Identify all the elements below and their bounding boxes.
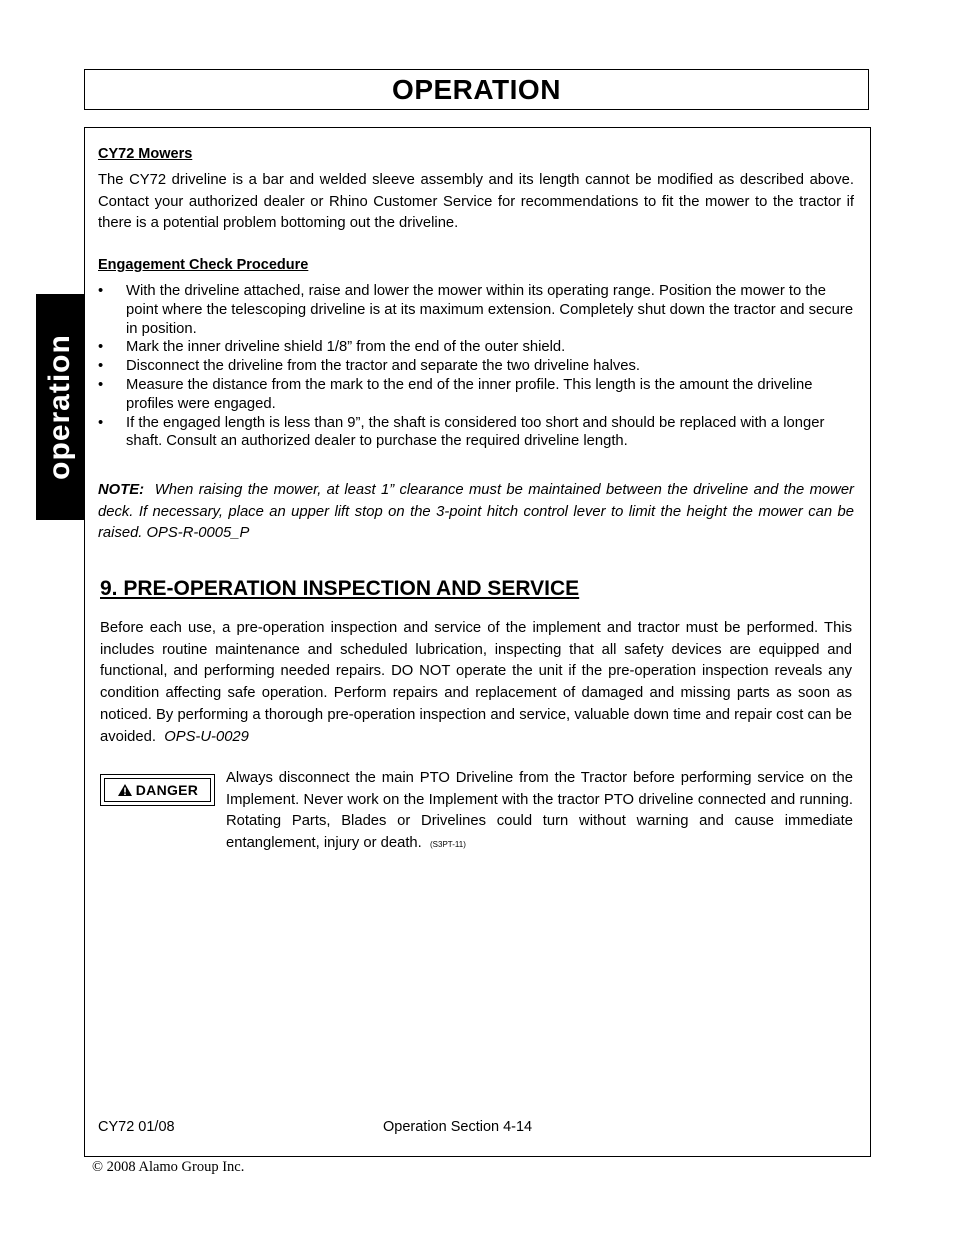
page-title: OPERATION [392,73,561,105]
cy72-mowers-body: The CY72 driveline is a bar and welded sleeve assembly and its length cannot be modified as described above. Contact your authorized dealer or Rhino Customer Service for recommendations to fit the mower to the tractor if there is a potential problem bottoming out the driveline. [98,172,854,232]
danger-label-box [100,774,215,806]
danger-code: (S3PT-11) [430,840,466,850]
footer-model-date: CY72 01/08 [98,1119,175,1135]
side-tab-label: operation [43,334,77,480]
warning-triangle-icon [117,783,133,797]
note-label: NOTE: [98,482,145,498]
note-text: When raising the mower, at least 1” clearance must be maintained between the driveline and the mower deck. If necessary, place an upper lift stop on the 3-point hitch control lever to limit the height the mower can be raised. OPS-R-0005_P [98,482,854,542]
bullet-icon: • [98,358,104,375]
engagement-heading: Engagement Check Procedure [98,257,309,273]
list-item: • With the driveline attached, raise and lower the mower within its operating range. Position the mower to the point where the telescoping driveline is at its maximum extension. Completely shut down the tractor and secure in position. [98,283,854,337]
bullet-icon: • [98,376,104,393]
note-paragraph [98,480,854,545]
footer-page-number: Operation Section 4-14 [383,1119,533,1135]
copyright: © 2008 Alamo Group Inc. [92,1159,245,1175]
section-body: Before each use, a pre-operation inspection and service of the implement and tractor must be performed. This includes routine maintenance and scheduled lubrication, inspecting that all safety devices are equipped and functional, and performing needed repairs. DO NOT operate the unit if the pre-operation inspection reveals any condition affecting safe operation. Perform repairs and replacement of damaged and missing parts as soon as noticed. By performing a thorough pre-operation inspection and service, valuable down time and repair cost can be avoided. OPS-U-0029 [100,620,852,745]
bullet-icon: • [98,339,104,356]
header-box [84,69,869,110]
list-item: • If the engaged length is less than 9”, the shaft is considered too short and should be replaced with a longer shaft. Consult an authorized dealer to purchase the required driveline length. [98,414,825,450]
list-item: • Measure the distance from the mark to the end of the inner profile. This length is the amount the driveline profiles were engaged. [98,376,813,412]
list-item: • Disconnect the driveline from the tractor and separate the two driveline halves. [98,358,641,375]
cy72-mowers-heading: CY72 Mowers [98,146,193,162]
danger-label: DANGER [135,782,199,798]
danger-text: Always disconnect the main PTO Driveline from the Tractor before performing service on the Implement. Never work on the Implement with the tractor PTO driveline connected and running. Rotating Parts, Blades or Drivelines could turn without warning and cause immediate entanglement, injury or death. (S3PT-11) [226,770,853,852]
list-item: • Mark the inner driveline shield 1/8” from the end of the outer shield. [98,339,566,356]
bullet-icon: • [98,414,104,431]
section-heading: 9. PRE-OPERATION INSPECTION AND SERVICE [100,577,580,600]
bullet-icon: • [98,283,104,299]
engagement-list [98,282,858,451]
side-tab [36,294,84,520]
section-code: OPS-U-0029 [164,728,249,745]
